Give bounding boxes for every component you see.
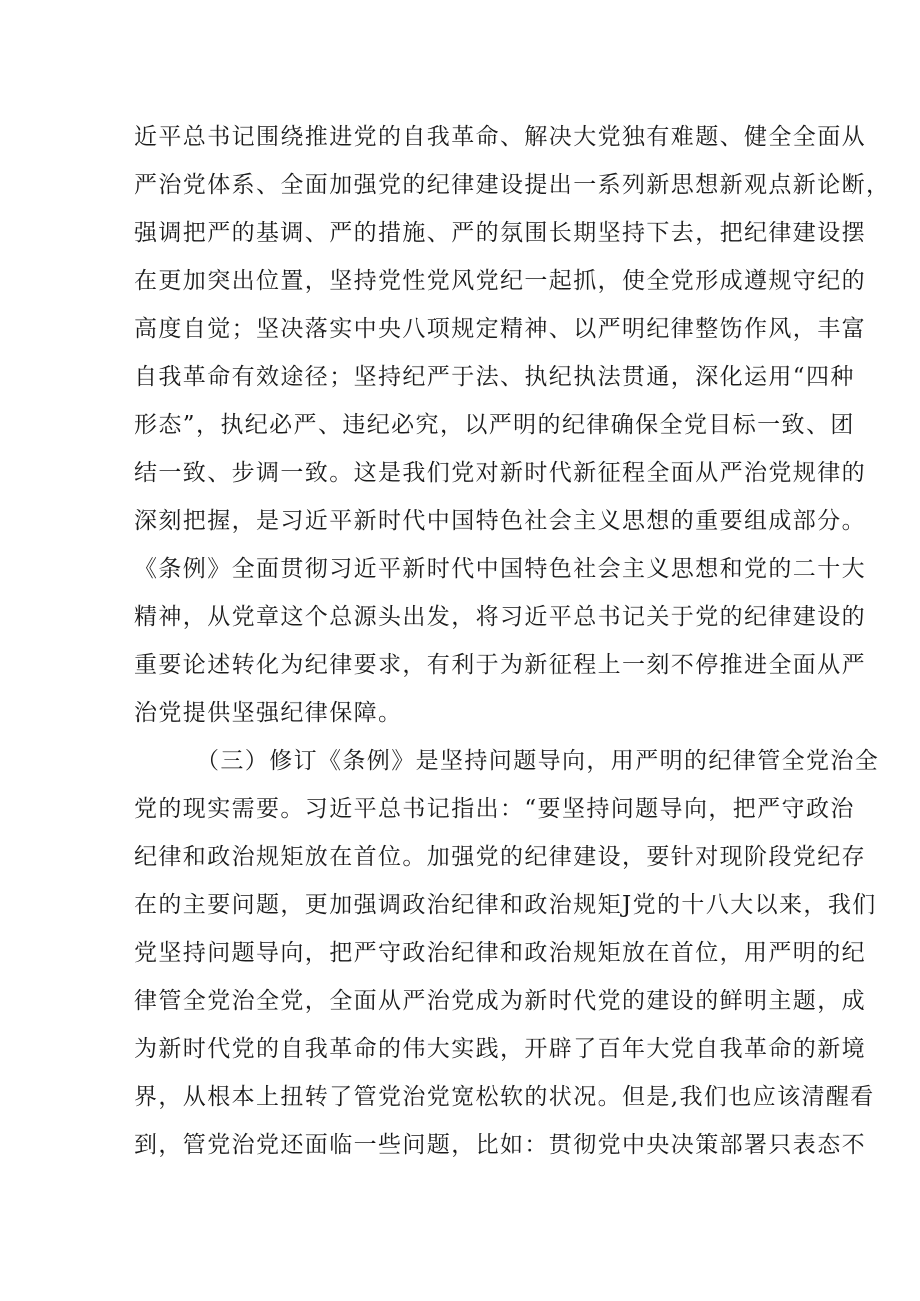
text-line: 近平总书记围绕推进党的自我革命、解决大党独有难题、健全全面从 (134, 124, 866, 150)
text-line: 在的主要问题，更加强调政治纪律和政治规矩J党的十八大以来，我们 (134, 892, 877, 918)
section-heading-line: （三）修订《条例》是坚持问题导向，用严明的纪律管全党治全 (196, 748, 880, 774)
text-line: 党坚持问题导向，把严守政治纪律和政治规矩放在首位，用严明的纪 (134, 940, 866, 966)
text-line: 形态”，执纪必严、违纪必究，以严明的纪律确保全党目标一致、团 (134, 412, 855, 438)
text-line: 治党提供坚强纪律保障。 (134, 700, 403, 726)
text-line: 《条例》全面贯彻习近平新时代中国特色社会主义思想和党的二十大 (134, 556, 866, 582)
text-line: 自我革命有效途径；坚持纪严于法、执纪执法贯通，深化运用“四种 (134, 364, 855, 390)
text-line: 界，从根本上扭转了管党治党宽松软的状况。但是,我们也应该清醒看 (134, 1084, 875, 1110)
text-line: 高度自觉；坚决落实中央八项规定精神、以严明纪律整饬作风，丰富 (134, 316, 866, 342)
text-line: 律管全党治全党，全面从严治党成为新时代党的建设的鲜明主题，成 (134, 988, 866, 1014)
text-line: 强调把严的基调、严的措施、严的氛围长期坚持下去，把纪律建设摆 (134, 220, 866, 246)
text-line: 到，管党治党还面临一些问题，比如：贯彻党中央决策部署只表态不 (134, 1132, 866, 1158)
text-line: 深刻把握，是习近平新时代中国特色社会主义思想的重要组成部分。 (134, 508, 866, 534)
text-line: 为新时代党的自我革命的伟大实践，开辟了百年大党自我革命的新境 (134, 1036, 866, 1062)
text-line: 重要论述转化为纪律要求，有利于为新征程上一刻不停推进全面从严 (134, 652, 866, 678)
text-line: 在更加突出位置，坚持党性党风党纪一起抓，使全党形成遵规守纪的 (134, 268, 866, 294)
text-line: 精神，从党章这个总源头出发，将习近平总书记关于党的纪律建设的 (134, 604, 866, 630)
text-line: 纪律和政治规矩放在首位。加强党的纪律建设，要针对现阶段党纪存 (134, 844, 866, 870)
text-line: 党的现实需要。习近平总书记指出：“要坚持问题导向，把严守政治 (134, 796, 855, 822)
text-line: 结一致、步调一致。这是我们党对新时代新征程全面从严治党规律的 (134, 460, 866, 486)
text-line: 严治党体系、全面加强党的纪律建设提出一系列新思想新观点新论断， (134, 172, 891, 198)
